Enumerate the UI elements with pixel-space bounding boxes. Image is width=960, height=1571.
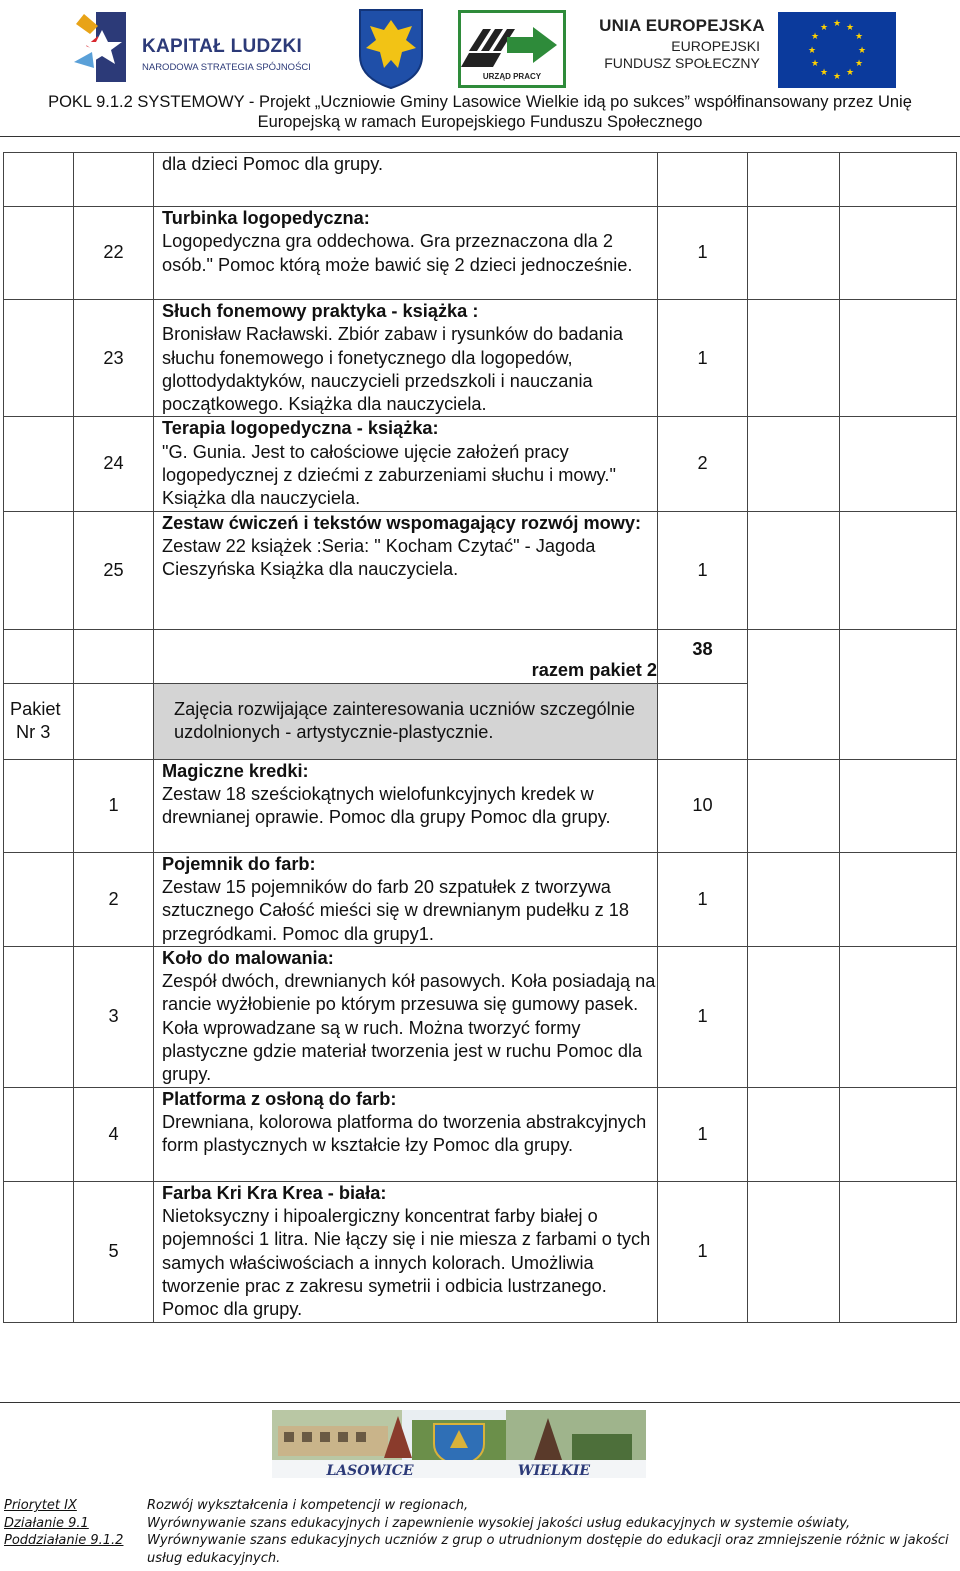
item-quantity: 1 xyxy=(658,1087,748,1181)
project-line-2: Europejską w ramach Europejskiego Funduszu Społecznego xyxy=(257,113,703,131)
table-row xyxy=(4,417,957,511)
item-number: 3 xyxy=(74,946,154,1087)
table-cell xyxy=(840,683,957,759)
table-cell xyxy=(4,852,74,946)
table-cell xyxy=(4,511,74,629)
pakiet-label-1: Pakiet xyxy=(10,698,61,719)
item-text: Logopedyczna gra oddechowa. Gra przeznaczona dla 2 osób." Pomoc którą może bawić się 2 dzieci jednocześnie. xyxy=(162,231,633,275)
urzad-pracy-label: URZĄD PRACY xyxy=(482,72,542,81)
table-cell xyxy=(4,1087,74,1181)
kapital-ludzki-logo xyxy=(72,6,332,88)
item-number: 5 xyxy=(74,1181,154,1322)
table-cell xyxy=(74,629,154,683)
svg-text:★: ★ xyxy=(845,23,855,33)
table-cell xyxy=(748,511,840,629)
table-row xyxy=(4,300,957,417)
table-cell xyxy=(74,683,154,759)
eu-flag-icon xyxy=(778,12,896,88)
table-cell xyxy=(4,946,74,1087)
table-cell xyxy=(748,1087,840,1181)
table-cell xyxy=(748,629,840,683)
table-cell xyxy=(748,852,840,946)
item-title: Magiczne kredki: xyxy=(162,760,309,781)
footer-priorytet: Priorytet IX xyxy=(4,1498,77,1513)
project-header-text xyxy=(0,92,960,132)
header-logos xyxy=(0,0,960,92)
table-cell xyxy=(840,1181,957,1322)
table-cell xyxy=(748,759,840,852)
table-row xyxy=(4,153,957,207)
item-title: Terapia logopedyczna - książka: xyxy=(162,418,439,439)
item-text: Zestaw 18 sześciokątnych wielofunkcyjnych kredek w drewnianej oprawie. Pomoc dla grupy Pomoc dla grupy. xyxy=(162,783,611,828)
svg-text:★: ★ xyxy=(832,19,842,29)
header-divider xyxy=(0,136,960,137)
item-quantity: 1 xyxy=(658,852,748,946)
table-cell xyxy=(4,153,74,207)
table-row xyxy=(4,1181,957,1322)
item-description xyxy=(154,153,658,207)
table-cell xyxy=(658,153,748,207)
table-row-razem xyxy=(4,629,957,683)
urzad-pracy-arrow-icon xyxy=(461,15,563,75)
footer-desc-2: Wyrównywanie szans edukacyjnych i zapewnienie wysokiej jakości usług edukacyjnych w systemie oświaty, xyxy=(147,1515,851,1531)
table-cell xyxy=(74,153,154,207)
footer-divider xyxy=(0,1402,960,1403)
table-cell xyxy=(840,946,957,1087)
opole-eagle-coat-of-arms-icon xyxy=(356,6,426,90)
ue-efs-text xyxy=(598,16,766,71)
item-description xyxy=(154,1087,658,1181)
svg-text:★: ★ xyxy=(845,68,855,78)
item-description xyxy=(154,852,658,946)
footer-desc-3: Wyrównywanie szans edukacyjnych uczniów z grup o utrudnionym dostępie do edukacji oraz zmniejszenie różnic w jakości usług edukacyjnych. xyxy=(147,1533,949,1566)
svg-text:★: ★ xyxy=(810,32,820,42)
table-cell xyxy=(4,1181,74,1322)
table-row xyxy=(4,207,957,300)
table-row xyxy=(4,852,957,946)
kapital-ludzki-star-icon xyxy=(72,6,134,86)
table-cell xyxy=(840,207,957,300)
svg-text:★: ★ xyxy=(832,72,842,82)
table-row-pakiet-header xyxy=(4,683,957,759)
item-text: Zespół dwóch, drewnianych kół pasowych. Koła posiadają na rancie wyżłobienie po którym przesuwa się gumowy pasek. Koła wprowadzane są w ruch. Można tworzyć formy plastyczne gdzie materiał tworzenia jest w ruchu Pomoc dla grupy. xyxy=(162,971,656,1085)
razem-label: razem pakiet 2 xyxy=(154,629,658,683)
item-text: Bronisław Racławski. Zbiór zabaw i rysunków do badania słuchu fonemowego i fonetycznego dla logopedów, glottodydaktyków, nauczycieli przedszkoli i nauczania początkowego. Książka dla nauczyciela. xyxy=(162,324,623,415)
table-cell xyxy=(748,683,840,759)
svg-text:★: ★ xyxy=(854,59,864,69)
item-text: Zestaw 15 pojemników do farb 20 szpatułek z tworzywa sztucznego Całość mieści się w drewnianym pudełku z 18 przegródkami. Pomoc dla grupy1. xyxy=(162,876,630,944)
item-number: 22 xyxy=(74,207,154,300)
item-number: 23 xyxy=(74,300,154,417)
table-row xyxy=(4,946,957,1087)
project-line-1: POKL 9.1.2 SYSTEMOWY - Projekt „Uczniowie Gminy Lasowice Wielkie idą po sukces” współfinansowany przez Unię xyxy=(48,93,912,111)
svg-text:★: ★ xyxy=(807,46,817,56)
table-cell xyxy=(748,300,840,417)
table-cell xyxy=(4,207,74,300)
table-cell xyxy=(840,417,957,511)
item-number: 24 xyxy=(74,417,154,511)
item-number: 4 xyxy=(74,1087,154,1181)
table-cell xyxy=(4,629,74,683)
item-quantity: 1 xyxy=(658,946,748,1087)
item-quantity: 10 xyxy=(658,759,748,852)
table-cell xyxy=(840,629,957,683)
banner-text-right: WIELKIE xyxy=(517,1463,591,1478)
item-description xyxy=(154,759,658,852)
table-cell xyxy=(748,153,840,207)
item-quantity: 1 xyxy=(658,511,748,629)
item-description xyxy=(154,417,658,511)
pakiet-label xyxy=(4,683,74,759)
table-cell xyxy=(4,759,74,852)
item-number: 1 xyxy=(74,759,154,852)
svg-text:★: ★ xyxy=(819,23,829,33)
table-cell xyxy=(840,153,957,207)
item-title: Platforma z osłoną do farb: xyxy=(162,1088,397,1109)
footer-poddzialanie: Poddziałanie 9.1.2 xyxy=(4,1533,124,1548)
item-number: 2 xyxy=(74,852,154,946)
item-description xyxy=(154,207,658,300)
item-text: Drewniana, kolorowa platforma do tworzenia abstrakcyjnych form plastycznych w kształcie łzy Pomoc dla grupy. xyxy=(162,1112,647,1156)
table-cell xyxy=(4,417,74,511)
item-quantity: 1 xyxy=(658,207,748,300)
item-title: Słuch fonemowy praktyka - książka : xyxy=(162,301,479,321)
razem-total: 38 xyxy=(658,629,748,683)
banner-text-left: LASOWICE xyxy=(326,1463,414,1478)
item-text: Nietoksyczny i hipoalergiczny koncentrat farby białej o pojemności 1 litra. Nie łączy się i nie miesza z farbami o tych samych właściwościach a innych kolorach. Umożliwia tworzenie prac z zakresu symetrii i odbicia lustrzanego. Pomoc dla grupy. xyxy=(162,1206,651,1320)
item-description xyxy=(154,300,658,417)
item-title: Farba Kri Kra Krea - biała: xyxy=(162,1182,387,1203)
footer-desc-1: Rozwój wykształcenia i kompetencji w regionach, xyxy=(147,1498,469,1513)
item-title: Pojemnik do farb: xyxy=(162,853,316,874)
kapital-ludzki-subtitle: NARODOWA STRATEGIA SPÓJNOŚCI xyxy=(142,62,311,73)
table-row xyxy=(4,1087,957,1181)
items-table xyxy=(3,152,957,1323)
pakiet-label-2: Nr 3 xyxy=(16,722,51,743)
footer-descriptions xyxy=(147,1497,953,1567)
svg-text:★: ★ xyxy=(810,59,820,69)
table-cell xyxy=(840,1087,957,1181)
item-description xyxy=(154,946,658,1087)
item-title: Turbinka logopedyczna: xyxy=(162,208,370,228)
table-cell xyxy=(840,759,957,852)
item-text: "G. Gunia. Jest to całościowe ujęcie założeń pracy logopedycznej z dziećmi z zaburzeniami słuchu i mowy." Książka dla nauczyciela. xyxy=(162,441,616,509)
table-row xyxy=(4,759,957,852)
table-cell xyxy=(748,946,840,1087)
table-cell xyxy=(840,511,957,629)
table-cell xyxy=(748,417,840,511)
footer-dzialanie: Działanie 9.1 xyxy=(4,1515,89,1531)
svg-text:★: ★ xyxy=(854,32,864,42)
ue-title: UNIA EUROPEJSKA xyxy=(599,16,765,35)
svg-text:★: ★ xyxy=(819,68,829,78)
table-row xyxy=(4,511,957,629)
table-cell xyxy=(658,683,748,759)
item-quantity: 1 xyxy=(658,300,748,417)
table-cell xyxy=(840,300,957,417)
ue-line3: FUNDUSZ SPOŁECZNY xyxy=(604,55,760,71)
item-description xyxy=(154,511,658,629)
item-title: Zestaw ćwiczeń i tekstów wspomagający rozwój mowy: xyxy=(162,512,642,533)
continuation-text: dla dzieci Pomoc dla grupy. xyxy=(162,154,384,174)
item-text: Zestaw 22 książek :Seria: " Kocham Czytać" - Jagoda Cieszyńska Książka dla nauczyciela. xyxy=(162,535,596,580)
item-quantity: 1 xyxy=(658,1181,748,1322)
item-quantity: 2 xyxy=(658,417,748,511)
footer-priority-labels xyxy=(4,1497,123,1550)
lasowice-wielkie-banner-icon xyxy=(272,1410,646,1478)
item-title: Koło do malowania: xyxy=(162,947,334,968)
table-cell xyxy=(840,852,957,946)
item-number: 25 xyxy=(74,511,154,629)
table-cell xyxy=(748,1181,840,1322)
kapital-ludzki-title: KAPITAŁ LUDZKI xyxy=(142,36,303,57)
svg-text:★: ★ xyxy=(857,46,867,56)
item-description xyxy=(154,1181,658,1322)
ue-line2: EUROPEJSKI xyxy=(671,38,760,54)
table-cell xyxy=(4,300,74,417)
table-cell xyxy=(748,207,840,300)
urzad-pracy-logo xyxy=(458,10,566,88)
pakiet-category: Zajęcia rozwijające zainteresowania uczniów szczególnie uzdolnionych - artystycznie-plastycznie. xyxy=(154,683,658,759)
